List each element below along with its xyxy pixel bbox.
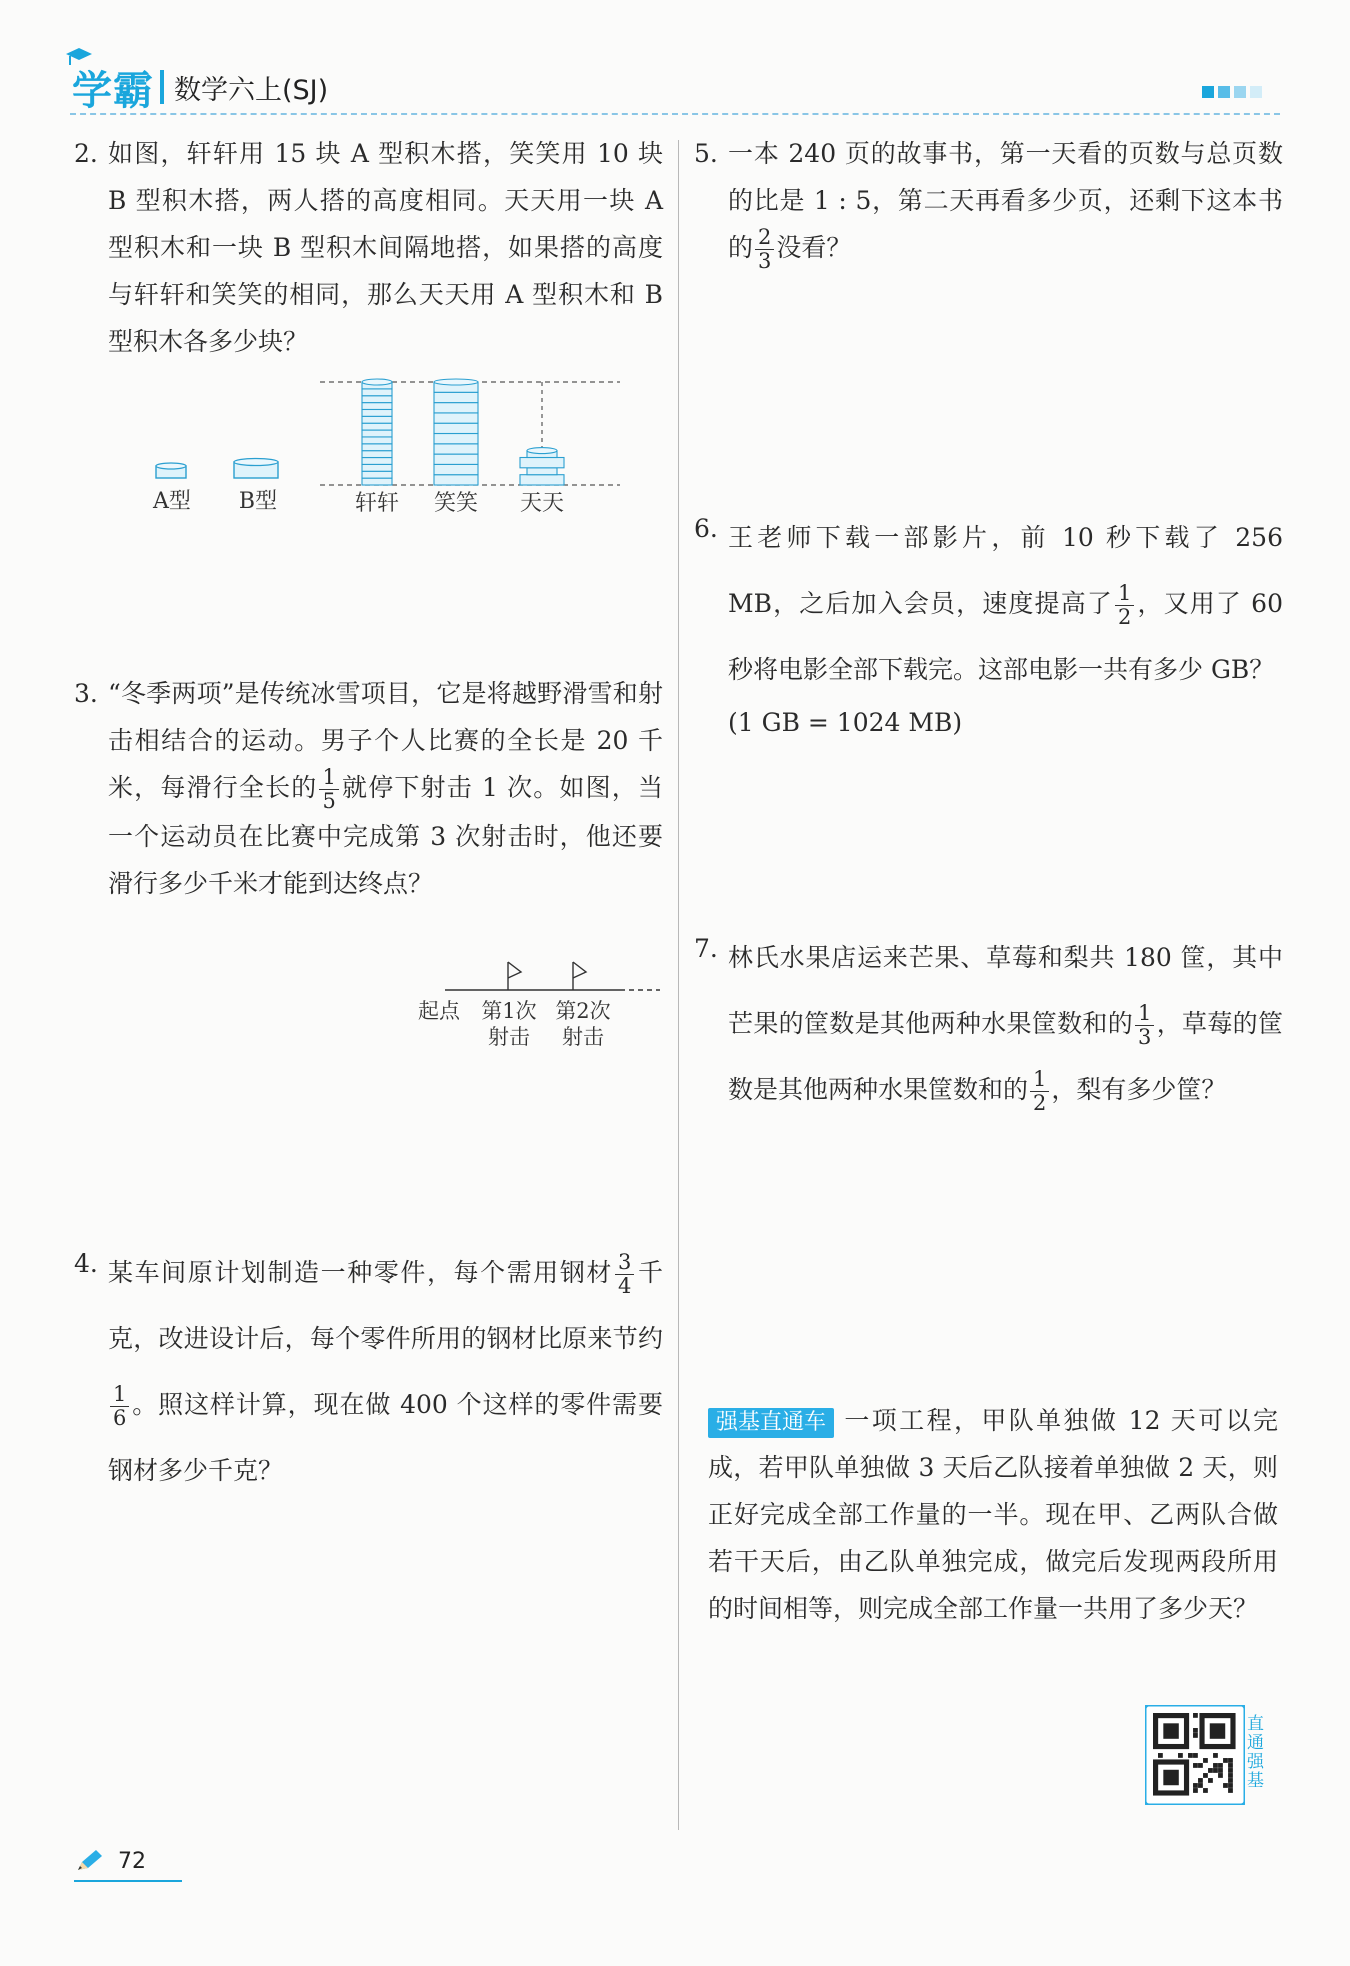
problem-text bbox=[108, 670, 663, 907]
block bbox=[362, 409, 392, 416]
block-top bbox=[362, 379, 392, 385]
problem-number: 4. bbox=[74, 1249, 98, 1278]
problem-text bbox=[728, 925, 1283, 1123]
block bbox=[362, 444, 392, 451]
brand-header bbox=[72, 62, 328, 112]
numerator: 1 bbox=[110, 1383, 129, 1407]
header-divider bbox=[70, 113, 1280, 115]
block bbox=[362, 423, 392, 430]
denominator: 2 bbox=[1033, 1091, 1047, 1115]
fraction bbox=[1115, 582, 1134, 629]
xiaoxiao-stack bbox=[434, 379, 478, 485]
denominator: 4 bbox=[618, 1274, 632, 1298]
problem-number: 3. bbox=[74, 679, 98, 708]
problem-text-part: 就停下射击 1 次。如图，当一个运动员在比赛中完成第 3 次射击时，他还要滑行多少千米才能到达终点？ bbox=[108, 773, 663, 898]
problem-text-part: 千克，改进设计后，每个零件所用的钢材比原来节约 bbox=[108, 1258, 663, 1353]
page-number: 72 bbox=[118, 1848, 146, 1874]
flag-first-shot bbox=[508, 962, 521, 990]
block-top bbox=[434, 379, 478, 385]
label-tiantian: 天天 bbox=[519, 491, 565, 516]
problem-text: 如图，轩轩用 15 块 A 型积木搭，笑笑用 10 块 B 型积木搭，两人搭的高度相同。天天用一块 A 型积木和一块 B 型积木间隔地搭，如果搭的高度与轩轩和笑笑的相同，那么天天用 A 型积木和 B 型积木各多少块？ bbox=[108, 139, 663, 356]
graduation-cap-icon bbox=[64, 45, 94, 69]
problem-text-part: ，梨有多少筐？ bbox=[1051, 1075, 1227, 1104]
block bbox=[520, 475, 564, 485]
numerator: 1 bbox=[1030, 1068, 1049, 1092]
problem-number: 5. bbox=[694, 139, 718, 168]
numerator: 1 bbox=[319, 766, 338, 790]
fraction bbox=[615, 1251, 634, 1298]
block bbox=[434, 434, 478, 444]
label-shot-1: 射击 bbox=[488, 1025, 530, 1049]
qr-code-icon[interactable] bbox=[1145, 1705, 1245, 1805]
block bbox=[362, 437, 392, 444]
block bbox=[362, 471, 392, 478]
denominator: 3 bbox=[758, 249, 772, 273]
block bbox=[434, 475, 478, 485]
block bbox=[362, 396, 392, 403]
problem-text-part: 没看？ bbox=[776, 233, 852, 262]
label-xiaoxiao: 笑笑 bbox=[433, 491, 479, 516]
problem-5 bbox=[694, 130, 1283, 273]
bonus-badge: 强基直通车 bbox=[708, 1408, 834, 1438]
fraction bbox=[110, 1383, 129, 1430]
problem-4 bbox=[74, 1240, 663, 1504]
problem-3 bbox=[74, 670, 663, 907]
problem-text-part: 林氏水果店运来芒果、草莓和梨共 180 筐，其中芒果的筐数是其他两种水果筐数和的 bbox=[728, 943, 1283, 1038]
block bbox=[434, 403, 478, 413]
label-a: A型 bbox=[153, 489, 191, 514]
fraction bbox=[755, 226, 774, 273]
problem-text bbox=[708, 1397, 1278, 1632]
block-top bbox=[527, 448, 557, 454]
block bbox=[434, 392, 478, 402]
block bbox=[362, 451, 392, 458]
problem-number: 7. bbox=[694, 934, 718, 963]
block bbox=[434, 423, 478, 433]
problem-text-part: 。照这样计算，现在做 400 个这样的零件需要钢材多少千克？ bbox=[108, 1390, 663, 1485]
block bbox=[520, 458, 564, 468]
block bbox=[362, 458, 392, 465]
problem-text-part: ，草莓的筐数是其他两种水果筐数和的 bbox=[728, 1009, 1283, 1104]
problem-text-part: 某车间原计划制造一种零件，每个需用钢材 bbox=[108, 1258, 614, 1287]
denominator: 5 bbox=[322, 789, 336, 813]
xuanxuan-stack bbox=[362, 379, 392, 485]
problem-text-part: 一项工程，甲队单独做 12 天可以完成，若甲队单独做 3 天后乙队接着单独做 2 天，则正好完成全部工作量的一半。现在甲、乙两队合做若干天后，由乙队单独完成，做完后发现两段所用的时间相等，则完成全部工作量一共用了多少天？ bbox=[708, 1406, 1278, 1623]
block bbox=[362, 464, 392, 471]
problem-text-part: “冬季两项”是传统冰雪项目，它是将越野滑雪和射击相结合的运动。男子个人比赛的全长是 20 千米，每滑行全长的 bbox=[108, 679, 663, 802]
header-dots bbox=[1202, 86, 1262, 98]
problem-7 bbox=[694, 925, 1283, 1123]
numerator: 1 bbox=[1115, 582, 1134, 606]
problem-text-part: 一本 240 页的故事书，第一天看的页数与总页数的比是 1 : 5，第二天再看多少页，还剩下这本书的 bbox=[728, 139, 1283, 262]
qr-label: 直通强基 bbox=[1247, 1714, 1264, 1791]
denominator: 3 bbox=[1138, 1025, 1152, 1049]
block bbox=[434, 413, 478, 423]
label-start: 起点 bbox=[418, 999, 460, 1023]
numerator: 1 bbox=[1135, 1002, 1154, 1026]
tiantian-stack bbox=[520, 448, 564, 485]
label-shot-2: 射击 bbox=[562, 1025, 604, 1049]
problem-2 bbox=[74, 130, 663, 365]
block bbox=[362, 416, 392, 423]
footer-underline bbox=[74, 1880, 182, 1882]
flag-second-shot bbox=[573, 962, 586, 990]
denominator: 2 bbox=[1117, 605, 1132, 629]
block bbox=[362, 389, 392, 396]
problem-text-part: ，又用了 60 秒将电影全部下载完。这部电影一共有多少 GB？ bbox=[728, 589, 1283, 684]
problem-text bbox=[108, 1240, 663, 1504]
footer bbox=[74, 1848, 146, 1874]
bonus-problem bbox=[708, 1397, 1278, 1632]
problem-text bbox=[728, 130, 1283, 273]
block bbox=[434, 464, 478, 474]
pencil-icon bbox=[74, 1848, 104, 1874]
numerator: 2 bbox=[755, 226, 774, 250]
brand-logo bbox=[72, 59, 154, 116]
denominator: 6 bbox=[113, 1406, 127, 1430]
label-second: 第2次 bbox=[555, 999, 611, 1023]
problem-number: 2. bbox=[74, 139, 98, 168]
block-b-sample bbox=[234, 459, 278, 479]
blocks-figure bbox=[140, 370, 660, 520]
column-divider bbox=[678, 140, 679, 1830]
brand-separator bbox=[160, 70, 164, 104]
problem-6 bbox=[694, 505, 1283, 743]
unit-note: (1 GB = 1024 MB) bbox=[728, 708, 963, 737]
book-title: 数学六上(SJ) bbox=[174, 74, 329, 106]
label-first: 第1次 bbox=[481, 999, 537, 1023]
problem-text-part: 王老师下载一部影片，前 10 秒下载了 256 MB，之后加入会员，速度提高了 bbox=[728, 523, 1283, 618]
label-xuanxuan: 轩轩 bbox=[354, 491, 400, 516]
block bbox=[434, 444, 478, 454]
block bbox=[434, 454, 478, 464]
block bbox=[527, 468, 557, 475]
problem-text bbox=[728, 505, 1283, 703]
numerator: 3 bbox=[615, 1251, 634, 1275]
ski-route-figure bbox=[405, 950, 675, 1050]
problem-number: 6. bbox=[694, 514, 718, 543]
block-a-sample bbox=[156, 463, 186, 478]
brand-name: 学霸 bbox=[72, 67, 154, 114]
fraction bbox=[319, 766, 338, 813]
label-b: B型 bbox=[238, 489, 278, 514]
block bbox=[362, 403, 392, 410]
fraction bbox=[1030, 1068, 1049, 1115]
block bbox=[362, 430, 392, 437]
block bbox=[362, 478, 392, 485]
fraction bbox=[1135, 1002, 1154, 1049]
